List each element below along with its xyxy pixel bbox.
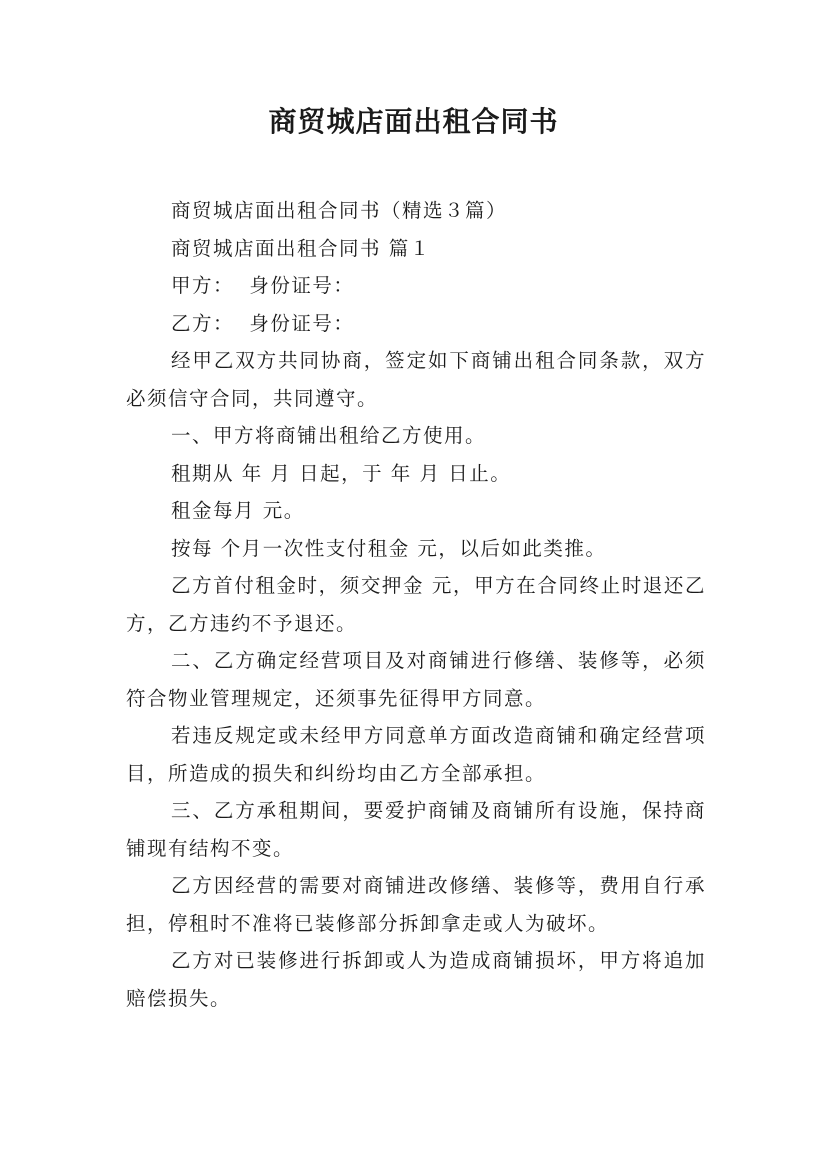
paragraph-party-a: 甲方： 身份证号： (171, 274, 355, 297)
paragraph-subtitle: 商贸城店面出租合同书（精选３篇） (171, 199, 508, 222)
paragraph-damage-compensation: 乙方对已装修进行拆卸或人为造成商铺损坏，甲方将追加赔偿损失。 (126, 949, 706, 1010)
paragraph-payment-cycle: 按每 个月一次性支付租金 元，以后如此类推。 (171, 536, 607, 560)
document-title: 商贸城店面出租合同书 (268, 105, 559, 138)
paragraph-monthly-rent: 租金每月 元。 (171, 499, 305, 522)
paragraph-clause-1: 一、甲方将商铺出租给乙方使用。 (171, 424, 487, 447)
paragraph-lease-term: 租期从 年 月 日起，于 年 月 日止。 (171, 461, 512, 485)
document-body (126, 192, 706, 1017)
paragraph-deposit: 乙方首付租金时，须交押金 元，甲方在合同终止时退还乙方，乙方违约不予退还。 (126, 574, 706, 635)
paragraph-violation: 若违反规定或未经甲方同意单方面改造商铺和确定经营项目，所造成的损失和纠纷均由乙方全部承担。 (126, 724, 706, 785)
paragraph-preamble: 经甲乙双方共同协商，签定如下商铺出租合同条款，双方必须信守合同，共同遵守。 (126, 349, 706, 410)
paragraph-party-b: 乙方： 身份证号： (171, 311, 355, 335)
paragraph-clause-2: 二、乙方确定经营项目及对商铺进行修缮、装修等，必须符合物业管理规定，还须事先征得甲方同意。 (126, 649, 706, 710)
paragraph-clause-3: 三、乙方承租期间，要爱护商铺及商铺所有设施，保持商铺现有结构不变。 (126, 799, 706, 860)
paragraph-section-heading: 商贸城店面出租合同书 篇１ (171, 236, 431, 260)
paragraph-renovation-cost: 乙方因经营的需要对商铺进改修缮、装修等，费用自行承担，停租时不准将已装修部分拆卸拿走或人为破坏。 (126, 874, 706, 935)
